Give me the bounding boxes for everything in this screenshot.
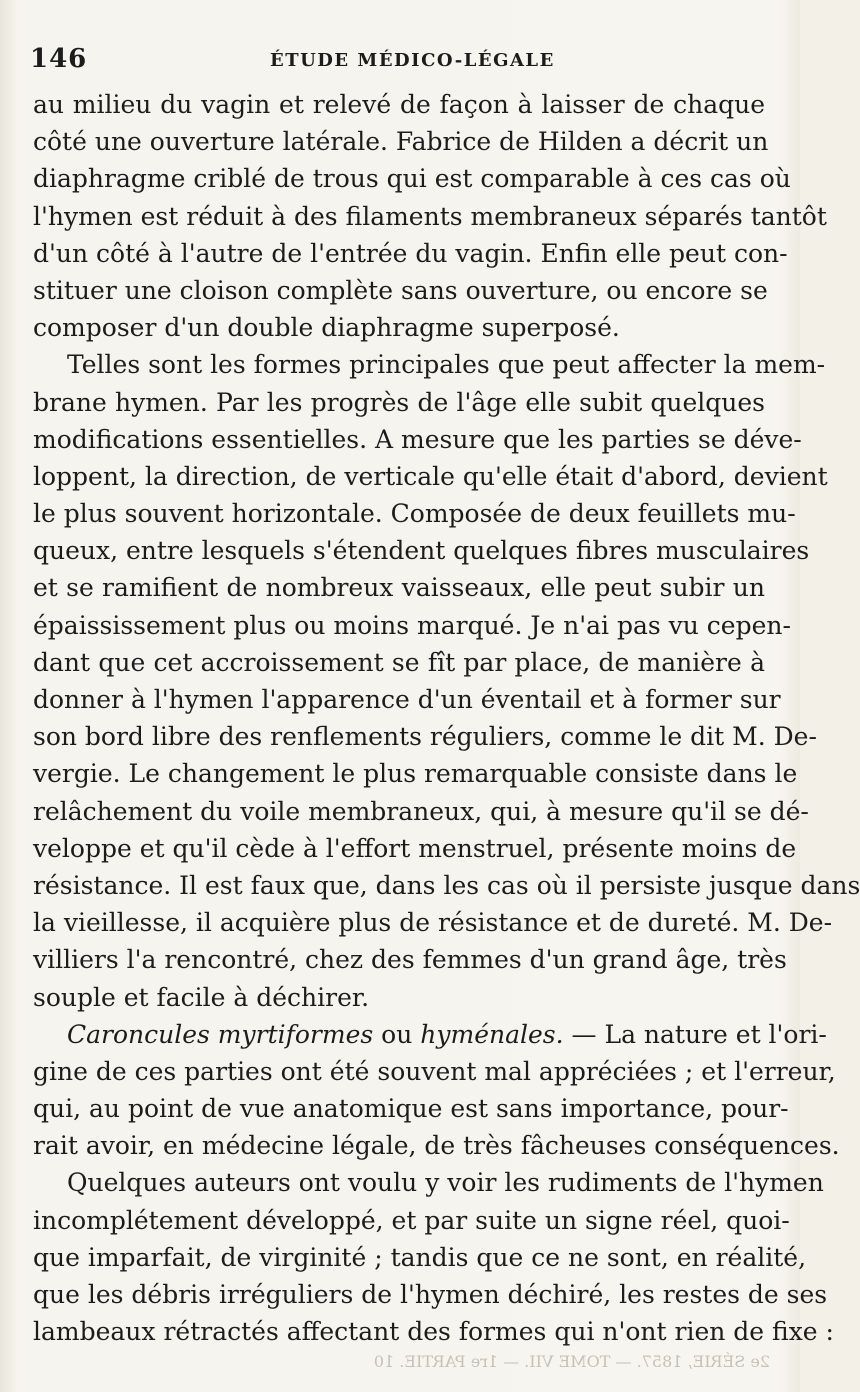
text-line: modifications essentielles. A mesure que les parties se déve-	[33, 424, 802, 454]
text-line: au milieu du vagin et relevé de façon à laisser de chaque	[33, 90, 765, 119]
text-line: l'hymen est réduit à des filaments membraneux séparés tantôt	[33, 201, 827, 231]
text-line: villiers l'a rencontré, chez des femmes d'un grand âge, très	[33, 945, 787, 975]
text-line: son bord libre des renflements réguliers, comme le dit M. De-	[33, 722, 817, 752]
text-line: la vieillesse, il acquière plus de résistance et de dureté. M. De-	[33, 908, 833, 938]
text-line: diaphragme criblé de trous qui est comparable à ces cas où	[33, 164, 791, 194]
text-line: Quelques auteurs ont voulu y voir les rudiments de l'hymen	[67, 1168, 824, 1198]
text-line: que imparfait, de virginité ; tandis que ce ne sont, en réalité,	[33, 1242, 807, 1272]
heading-rest: — La nature et l'ori-	[563, 1019, 827, 1049]
text-line: dant que cet accroissement se fît par place, de manière à	[33, 647, 765, 677]
body-text	[33, 86, 860, 1350]
heading-title-part1: Caroncules myrtiformes	[67, 1019, 374, 1049]
section-heading-line	[33, 1016, 827, 1053]
text-line: que les débris irréguliers de l'hymen déchiré, les restes de ses	[33, 1280, 828, 1309]
text-line: brane hymen. Par les progrès de l'âge elle subit quelques	[33, 387, 765, 417]
text-line: incomplétement développé, et par suite un signe réel, quoi-	[33, 1205, 790, 1235]
text-line: le plus souvent horizontale. Composée de deux feuillets mu-	[33, 499, 796, 529]
text-line: qui, au point de vue anatomique est sans importance, pour-	[33, 1094, 789, 1124]
text-line: lambeaux rétractés affectant des formes qui n'ont rien de fixe :	[33, 1317, 834, 1347]
text-line: stituer une cloison complète sans ouverture, ou encore se	[33, 275, 768, 305]
text-line: d'un côté à l'autre de l'entrée du vagin. Enfin elle peut con-	[33, 238, 788, 268]
text-line: souple et facile à déchirer.	[33, 982, 370, 1012]
text-line: gine de ces parties ont été souvent mal appréciées ; et l'erreur,	[33, 1056, 836, 1086]
text-line: queux, entre lesquels s'étendent quelques fibres musculaires	[33, 536, 810, 566]
heading-title-part2: hyménales.	[420, 1019, 564, 1049]
text-line: rait avoir, en médecine légale, de très fâcheuses conséquences.	[33, 1131, 840, 1161]
text-line: et se ramifient de nombreux vaisseaux, elle peut subir un	[33, 573, 765, 603]
heading-connector: ou	[373, 1019, 421, 1049]
text-line: veloppe et qu'il cède à l'effort menstruel, présente moins de	[33, 833, 797, 863]
text-line: résistance. Il est faux que, dans les cas où il persiste jusque dans	[33, 870, 860, 900]
page-footer-bleedthrough: 2e SÉRIE, 1857. — TOME VII. — 1re PARTIE. 10	[373, 1352, 770, 1371]
text-line: composer d'un double diaphragme superposé.	[33, 313, 620, 343]
text-line: Telles sont les formes principales que peut affecter la mem-	[67, 350, 826, 380]
page-header	[30, 44, 765, 78]
text-line: vergie. Le changement le plus remarquable consiste dans le	[33, 759, 798, 789]
text-line: côté une ouverture latérale. Fabrice de Hilden a décrit un	[33, 127, 769, 157]
text-line: relâchement du voile membraneux, qui, à mesure qu'il se dé-	[33, 796, 809, 826]
running-head: ÉTUDE MÉDICO-LÉGALE	[270, 50, 555, 71]
page-number: 146	[30, 44, 88, 74]
text-line: loppent, la direction, de verticale qu'elle était d'abord, devient	[33, 461, 828, 491]
text-line: épaississement plus ou moins marqué. Je n'ai pas vu cepen-	[33, 610, 791, 640]
text-line: donner à l'hymen l'apparence d'un éventail et à former sur	[33, 685, 781, 714]
